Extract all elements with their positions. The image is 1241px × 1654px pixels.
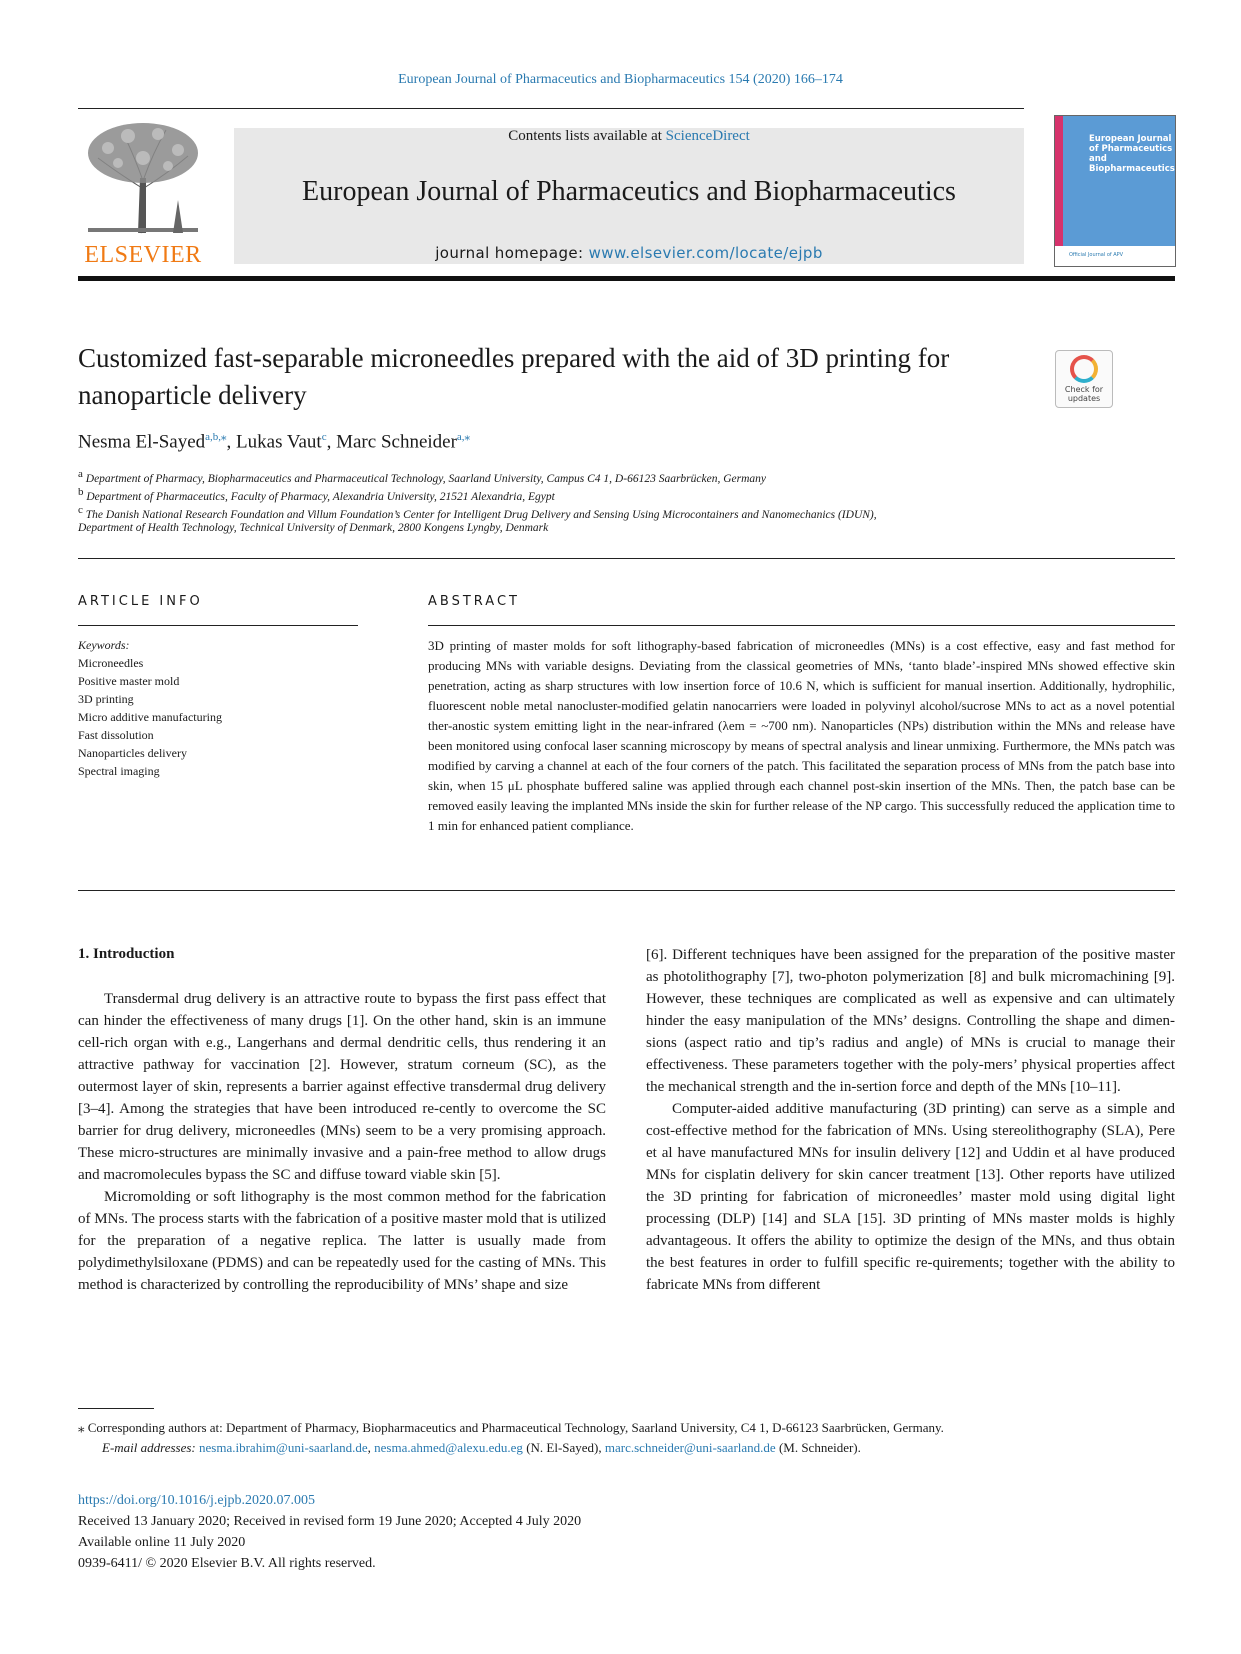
author-affil-marks[interactable]: c (321, 431, 327, 443)
email-line: E-mail addresses: nesma.ibrahim@uni-saarland.de, nesma.ahmed@alexu.edu.eg (N. El-Sayed), marc.schneider@uni-saarland.de (M. Schneider). (102, 1440, 861, 1455)
author-name[interactable]: Nesma El-Sayed (78, 431, 206, 453)
abstract-rule (428, 625, 1175, 626)
keyword-item: Micro additive manufacturing (78, 710, 222, 724)
paper-title: Customized fast-separable microneedles prepared with the aid of 3D printing for nanoparticle delivery (78, 343, 950, 410)
affiliation-mark: c (78, 504, 83, 516)
affiliation-mark: a (78, 468, 83, 480)
introduction-heading: 1. Introduction (78, 946, 175, 962)
authors-bottom-rule (78, 558, 1175, 559)
email-link[interactable]: marc.schneider@uni-saarland.de (604, 1440, 776, 1455)
cover-title: European Journal of Pharmaceutics and Biopharmaceutics (1089, 134, 1175, 174)
abstract-heading: ABSTRACT (428, 594, 520, 609)
affiliation-mark: b (78, 486, 84, 498)
keyword-item: Nanoparticles delivery (78, 746, 187, 760)
author-list (78, 430, 470, 453)
cover-footer-text: Official Journal of APV (1069, 252, 1124, 258)
affiliation-text: Department of Pharmacy, Biopharmaceutics and Pharmaceutical Technology, Saarland University, Campus C4 1, D-66123 Saarbrücken, Germany (85, 472, 766, 485)
journal-masthead (234, 128, 1024, 264)
homepage-prefix: journal homepage: (435, 244, 589, 262)
keyword-item: 3D printing (78, 692, 134, 706)
author-affil-marks[interactable]: a,⁎ (456, 431, 471, 443)
header-rule (78, 108, 1024, 109)
body-right-column (646, 944, 1175, 1296)
email-link[interactable]: nesma.ahmed@alexu.edu.eg (374, 1440, 523, 1455)
cover-footer-band (1055, 246, 1175, 266)
affiliation-c (78, 504, 877, 521)
elsevier-wordmark: ELSEVIER (84, 242, 202, 268)
keyword-item: Microneedles (78, 656, 144, 670)
email-link[interactable]: nesma.ibrahim@uni-saarland.de (199, 1440, 368, 1455)
footnote-rule (78, 1408, 154, 1409)
affiliation-text: Department of Pharmaceutics, Faculty of Pharmacy, Alexandria University, 21521 Alexandria, Egypt (86, 490, 555, 503)
body-paragraph: Transdermal drug delivery is an attractive route to bypass the first pass effect that can hinder the effectiveness of many drugs [1]. On the other hand, skin is an immune cell-rich organ with e.g., Langerhans and dermal dendritic cells, thus rendering it an attractive pathway for vaccination [2]. However, stratum corneum (SC), as the outermost layer of skin, represents a barrier against effective transdermal drug delivery [3–4]. Among the strategies that have been introduced re-cently to overcome the SC barrier for drug delivery, microneedles (MNs) seem to be a very promising approach. These micro-structures are minimally invasive and a pain-free method to allow drugs and macromolecules bypass the SC and diffuse toward viable skin [5]. (78, 991, 606, 1183)
article-info-heading: ARTICLE INFO (78, 594, 203, 609)
affiliation-text: The Danish National Research Foundation and Villum Foundation’s Center for Intelligent Drug Delivery and Sensing Using Microcontainers and Nanomechanics (IDUN), (85, 508, 877, 521)
keywords-label: Keywords: (78, 638, 130, 652)
received-dates: Received 13 January 2020; Received in revised form 19 June 2020; Accepted 4 July 2020 (78, 1514, 582, 1529)
body-paragraph: [6]. Different techniques have been assigned for the preparation of the positive master as photolithography [7], two-photon polymerization [8] and bulk micromachining [9]. However, these techniques are complicated as well as expensive and can ultimately hinder the easy manipulation of the MNs’ designs. Controlling the shape and dimen-sions (aspect ratio and tip’s radius and angle) of MNs is crucial to manage their effectiveness. These parameters together with the poly-mers’ physical properties affect the mechanical strength and the in-sertion force and depth of the MNs [10–11]. (646, 947, 1175, 1095)
author-separator: , (226, 431, 237, 453)
abstract-bottom-rule (78, 890, 1175, 891)
contents-line (234, 128, 1024, 145)
corresponding-text: ⁎ Corresponding authors at: Department of Pharmacy, Biopharmaceutics and Pharmaceutical Technology, Saarland University, C4 1, D-66123 Saarbrücken, Germany. (78, 1420, 944, 1435)
corresponding-footnote (78, 1418, 1175, 1458)
doi-link[interactable]: https://doi.org/10.1016/j.ejpb.2020.07.005 (78, 1493, 315, 1508)
affiliation-b (78, 486, 555, 503)
author-separator: , (326, 431, 337, 453)
author-name[interactable]: Marc Schneider (336, 431, 457, 453)
homepage-line (234, 244, 1024, 262)
copyright: 0939-6411/ © 2020 Elsevier B.V. All rights reserved. (78, 1556, 376, 1571)
updates-icon (1070, 355, 1098, 383)
journal-name: European Journal of Pharmaceutics and Biopharmaceutics (302, 176, 956, 207)
body-left-column (78, 988, 606, 1296)
keywords-block (78, 636, 348, 780)
check-for-updates-badge[interactable] (1055, 350, 1113, 408)
keyword-item: Positive master mold (78, 674, 180, 688)
body-paragraph: Computer-aided additive manufacturing (3D printing) can serve as a simple and cost-effective method for the fabrication of MNs. Using stereolithography (SLA), Pere et al have manufactured MNs for insulin delivery [12] and Uddin et al have produced MNs for cisplatin delivery for skin cancer treatment [13]. Other reports have utilized the 3D printing for fabrication of microneedles’ master mold using digital light processing (DLP) [14] and SLA [15]. 3D printing of MNs master molds is highly advantageous. It offers the ability to optimize the design of the MNs, and thus obtain the best features in order to fulfill specific re-quirements; together with the ability to fabricate MNs from different (646, 1101, 1175, 1293)
email-label: E-mail addresses: (102, 1440, 200, 1455)
author-affil-marks[interactable]: a,b,⁎ (205, 431, 227, 443)
homepage-link[interactable]: www.elsevier.com/locate/ejpb (588, 244, 823, 262)
contents-prefix: Contents lists available at (508, 128, 666, 144)
article-info-rule (78, 625, 358, 626)
updates-label: Check for updates (1064, 385, 1104, 403)
tree-icon (78, 118, 208, 238)
affiliation-text: Department of Health Technology, Technical University of Denmark, 2800 Kongens Lyngby, Denmark (78, 522, 549, 534)
email-owner: (N. El-Sayed), (522, 1440, 605, 1455)
abstract-text: 3D printing of master molds for soft lithography-based fabrication of microneedles (MNs) is a cost effective, easy and fast method for producing MNs with variable designs. Deviating from the classical geometries of MNs, ‘tanto blade’-inspired MNs showed effective skin penetration, acting as sharp structures with low insertion force of 10.6 N, which is sufficient for manual insertion. Additionally, hydrophilic, fluorescent noble metal nanocluster-modified gelatin nanocarriers were loaded in polyvinyl alcohol/sucrose MNs to act as a novel potential ther-anostic system emitting light in the near-infrared (λem = ~700 nm). Nanoparticles (NPs) distribution within the MNs and release have been monitored using confocal laser scanning microscopy by means of spectral analysis and linear unmixing. Furthermore, the MNs patch was modified by carving a channel at each of the four corners of the patch. This facilitated the separation process of MNs from the patch base into skin, when 15 μL phosphate buffered saline was applied through each channel post-skin insertion of the MNs. Then, the patch base can be removed easily leaving the implanted MNs inside the skin for further release of the NP cargo. This successfully reduced the application time to 1 min for enhanced patient compliance. (428, 638, 1175, 833)
keyword-item: Spectral imaging (78, 764, 160, 778)
email-owner: (M. Schneider). (775, 1440, 861, 1455)
affiliation-c-continued (78, 522, 548, 534)
body-paragraph: Micromolding or soft lithography is the most common method for the fabrication of MNs. The process starts with the fabrication of a positive master mold that is utilized for the preparation of a negative replica. The latter is usually made from polydimethylsiloxane (PDMS) and can be repeatedly used for the casting of MNs. This method is characterized by controlling the reproducibility of MNs’ shape and size (78, 1189, 606, 1293)
author-name[interactable]: Lukas Vaut (236, 431, 322, 453)
masthead-thick-rule (78, 276, 1175, 281)
keyword-item: Fast dissolution (78, 728, 154, 742)
elsevier-logo (78, 118, 208, 268)
article-metadata (78, 1490, 978, 1574)
journal-cover-thumbnail[interactable] (1054, 115, 1176, 267)
cover-stripe (1055, 116, 1063, 266)
affiliation-a (78, 468, 766, 485)
journal-reference[interactable]: European Journal of Pharmaceutics and Biopharmaceutics 154 (2020) 166–174 (398, 72, 843, 87)
available-online: Available online 11 July 2020 (78, 1535, 246, 1550)
sciencedirect-link[interactable]: ScienceDirect (665, 128, 750, 144)
